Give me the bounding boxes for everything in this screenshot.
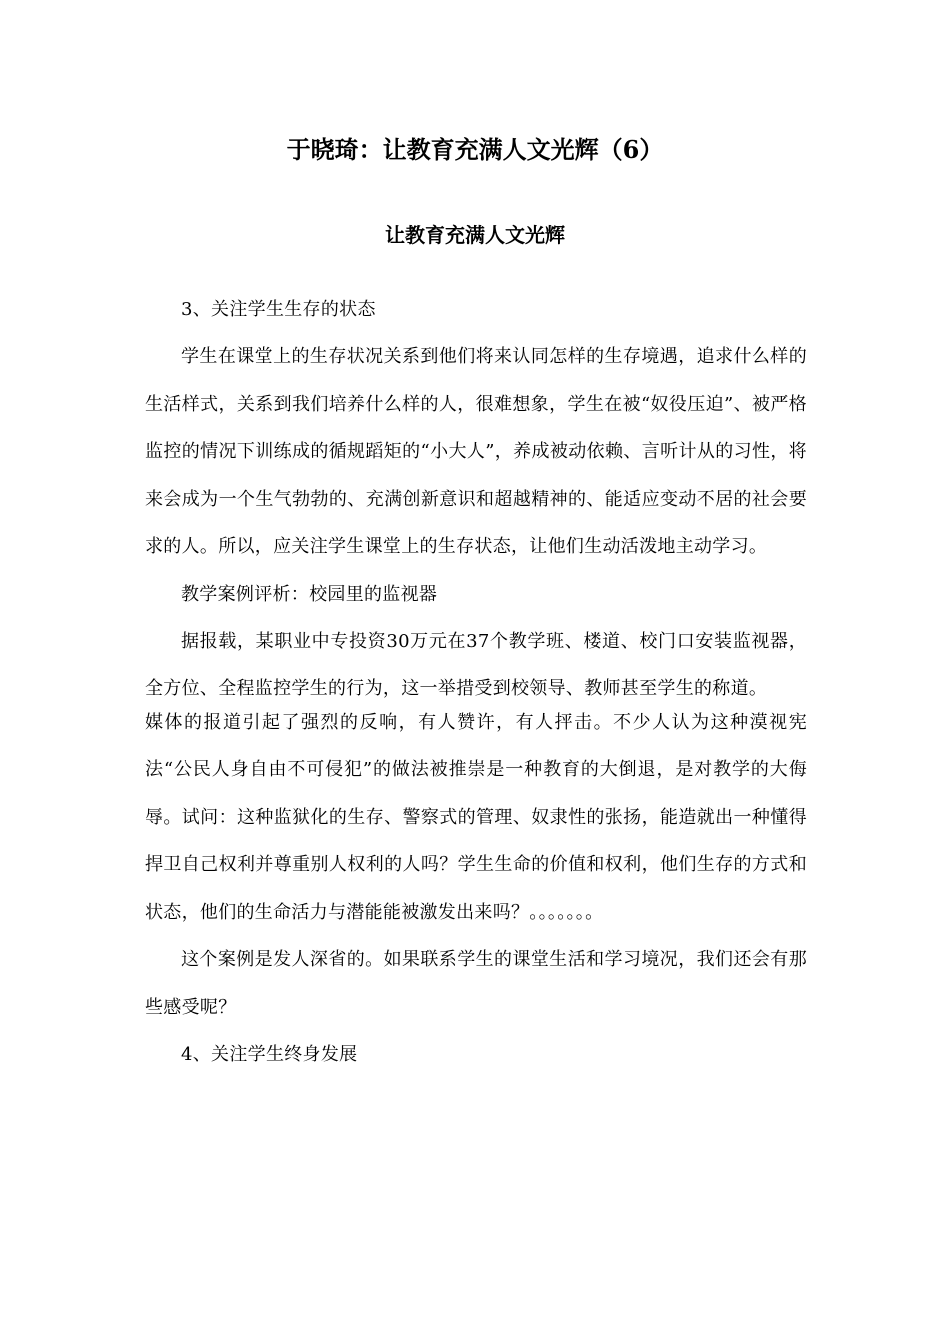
document-subtitle: 让教育充满人文光辉 [385, 223, 565, 247]
document-title: 于晓琦：让教育充满人文光辉（6） [286, 135, 664, 164]
paragraph-survival-state: 学生在课堂上的生存状况关系到他们将来认同怎样的生存境遇，追求什么样的生活样式，关系到我们培养什么样的人，很难想象，学生在被“奴役压迫”、被严格监控的情况下训练成的循规蹈矩的“小大人”，养成被动依赖、言听计从的习性，将来会成为一个生气勃勃的、充满创新意识和超越精神的、能适应变动不居的社会要求的人。所以，应关注学生课堂上的生存状态，让他们生动活泼地主动学习。 [145, 346, 807, 557]
paragraph-media-reaction: 媒体的报道引起了强烈的反响，有人赞许，有人抨击。不少人认为这种漠视宪法“公民人身自由不可侵犯”的做法被推崇是一种教育的大倒退，是对教学的大侮辱。试问：这种监狱化的生存、警察式的管理、奴隶性的张扬，能造就出一种懂得捍卫自己权利并尊重别人权利的人吗？学生生命的价值和权利，他们生存的方式和状态，他们的生命活力与潜能能被激发出来吗？。。。。。。。 [145, 711, 807, 923]
document-body [145, 286, 807, 1078]
paragraph-reflection: 这个案例是发人深省的。如果联系学生的课堂生活和学习境况，我们还会有那些感受呢？ [145, 949, 807, 1018]
section-heading-3: 3、关注学生生存的状态 [181, 299, 376, 320]
section-heading-4: 4、关注学生终身发展 [181, 1044, 358, 1065]
case-study-heading: 教学案例评析：校园里的监视器 [181, 583, 438, 605]
paragraph-case-report: 据报载，某职业中专投资30万元在37个教学班、楼道、校门口安装监视器，全方位、全程监控学生的行为，这一举措受到校领导、教师甚至学生的称道。 [145, 630, 807, 699]
